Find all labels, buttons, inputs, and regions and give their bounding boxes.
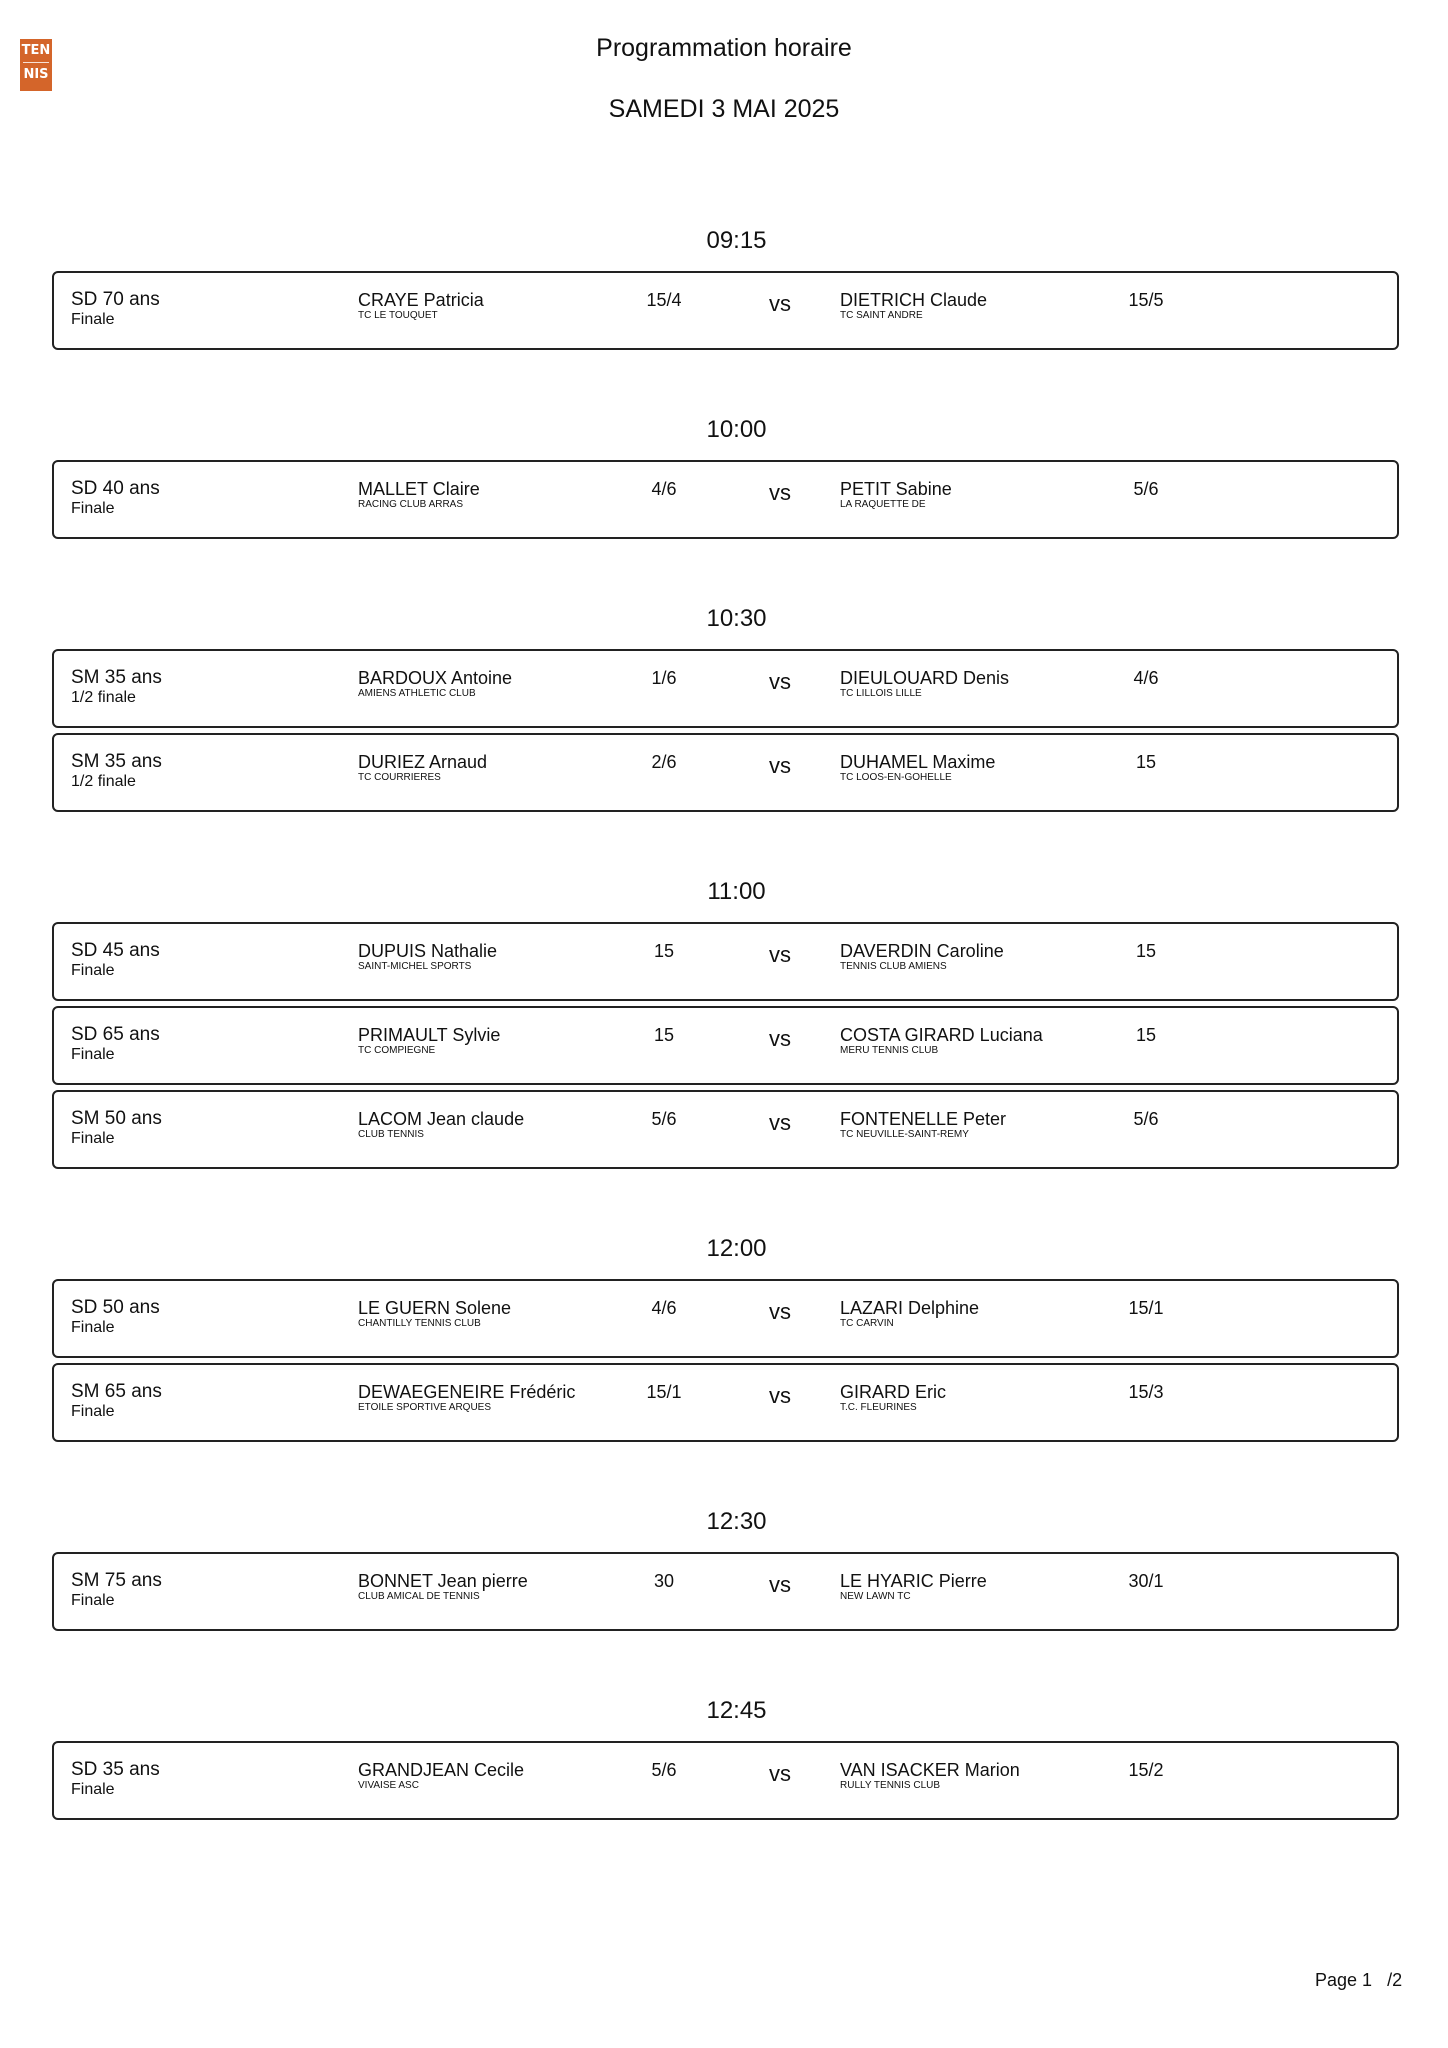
player2-name: FONTENELLE Peter [840,1109,1007,1129]
versus-label: vs [769,1383,791,1408]
player1-name: BONNET Jean pierre [358,1571,528,1591]
player1-name: PRIMAULT Sylvie [358,1025,501,1045]
player2-name: DUHAMEL Maxime [840,752,996,772]
versus-label: vs [769,1761,791,1786]
player1-ranking: 2/6 [651,752,677,772]
versus-label: vs [769,669,791,694]
round-name: Finale [71,311,115,328]
match-card [52,1363,1399,1442]
player2-club: TENNIS CLUB AMIENS [840,961,947,972]
player1-ranking: 30 [653,1571,675,1591]
round-name: Finale [71,1319,115,1336]
event-name: SM 75 ans [71,1570,162,1591]
player2-name: COSTA GIRARD Luciana [840,1025,1043,1045]
logo-text-bottom: NIS [23,67,49,82]
player1-name: DURIEZ Arnaud [358,752,488,772]
player2-ranking: 5/6 [1133,1109,1159,1129]
player2-club: TC LILLOIS LILLE [840,688,922,699]
player2-ranking: 15 [1135,941,1157,961]
player2-ranking: 15/2 [1128,1760,1164,1780]
player1-name: DUPUIS Nathalie [358,941,498,961]
player2-name: PETIT Sabine [840,479,952,499]
player2-club: NEW LAWN TC [840,1591,911,1602]
event-name: SM 35 ans [71,751,162,772]
round-name: Finale [71,1046,115,1063]
versus-label: vs [769,480,791,505]
versus-label: vs [769,1110,791,1135]
event-name: SM 65 ans [71,1381,162,1402]
player1-club: SAINT-MICHEL SPORTS [358,961,472,972]
player1-club: VIVAISE ASC [358,1780,419,1791]
time-slot-label: 10:00 [706,416,767,443]
player1-club: AMIENS ATHLETIC CLUB [358,688,476,699]
player1-ranking: 15/4 [646,290,682,310]
time-slot-label: 12:30 [706,1508,767,1535]
match-card [52,649,1399,728]
match-card [52,922,1399,1001]
time-slot-label: 11:00 [707,878,766,905]
event-name: SD 50 ans [71,1297,160,1318]
versus-label: vs [769,753,791,778]
page-label: Page 1 [1315,1970,1373,1990]
versus-label: vs [769,1299,791,1324]
player1-ranking: 5/6 [651,1109,677,1129]
event-name: SD 70 ans [71,289,160,310]
match-card [52,1090,1399,1169]
player2-club: T.C. FLEURINES [840,1402,917,1413]
player1-name: LACOM Jean claude [358,1109,525,1129]
page-title: Programmation horaire [596,34,852,62]
round-name: Finale [71,1781,115,1798]
event-name: SM 50 ans [71,1108,162,1129]
player1-club: RACING CLUB ARRAS [358,499,464,510]
round-name: Finale [71,1130,115,1147]
page-number [1315,1970,1402,1991]
page-date: SAMEDI 3 MAI 2025 [608,95,840,123]
match-card [52,1006,1399,1085]
player2-name: DIEULOUARD Denis [840,668,1010,688]
versus-label: vs [769,1026,791,1051]
match-card [52,1552,1399,1631]
player1-club: ETOILE SPORTIVE ARQUES [358,1402,492,1413]
round-name: Finale [71,1592,115,1609]
time-slot-label: 12:45 [706,1697,767,1724]
player1-name: CRAYE Patricia [358,290,484,310]
player1-ranking: 5/6 [651,1760,677,1780]
player1-club: TC COMPIEGNE [358,1045,436,1056]
player2-club: LA RAQUETTE DE [840,499,926,510]
player1-ranking: 15 [653,1025,675,1045]
player1-club: TC LE TOUQUET [358,310,438,321]
round-name: Finale [71,1403,115,1420]
time-slot-label: 09:15 [706,227,767,254]
player2-club: MERU TENNIS CLUB [840,1045,939,1056]
round-name: 1/2 finale [71,773,136,790]
player2-name: GIRARD Eric [840,1382,947,1402]
event-name: SD 40 ans [71,478,160,499]
player1-club: CHANTILLY TENNIS CLUB [358,1318,481,1329]
player1-name: GRANDJEAN Cecile [358,1760,525,1780]
player2-name: DIETRICH Claude [840,290,988,310]
player1-club: TC COURRIERES [358,772,441,783]
player2-club: TC SAINT ANDRE [840,310,923,321]
player1-name: DEWAEGENEIRE Frédéric [358,1382,576,1402]
versus-label: vs [769,1572,791,1597]
player2-club: RULLY TENNIS CLUB [840,1780,941,1791]
player1-name: BARDOUX Antoine [358,668,513,688]
player2-club: TC CARVIN [840,1318,894,1329]
round-name: Finale [71,500,115,517]
match-card [52,271,1399,350]
time-slot-label: 12:00 [706,1235,767,1262]
player2-ranking: 4/6 [1133,668,1159,688]
event-name: SD 65 ans [71,1024,160,1045]
player2-name: VAN ISACKER Marion [840,1760,1020,1780]
match-card [52,1741,1399,1820]
player2-ranking: 15/3 [1128,1382,1164,1402]
player2-ranking: 15/1 [1128,1298,1164,1318]
player1-ranking: 4/6 [651,479,677,499]
player1-club: CLUB AMICAL DE TENNIS [358,1591,480,1602]
player2-club: TC NEUVILLE-SAINT-REMY [840,1129,969,1140]
versus-label: vs [769,942,791,967]
player2-name: LAZARI Delphine [840,1298,980,1318]
time-slot-label: 10:30 [706,605,767,632]
player1-name: LE GUERN Solene [358,1298,512,1318]
event-name: SM 35 ans [71,667,162,688]
round-name: Finale [71,962,115,979]
player1-ranking: 4/6 [651,1298,677,1318]
player1-ranking: 15 [653,941,675,961]
player1-club: CLUB TENNIS [358,1129,424,1140]
match-card [52,460,1399,539]
player2-name: LE HYARIC Pierre [840,1571,987,1591]
player2-club: TC LOOS-EN-GOHELLE [840,772,952,783]
player2-ranking: 15 [1135,752,1157,772]
event-name: SD 35 ans [71,1759,160,1780]
player1-name: MALLET Claire [358,479,480,499]
player2-ranking: 30/1 [1128,1571,1164,1591]
match-card [52,1279,1399,1358]
player2-ranking: 5/6 [1133,479,1159,499]
match-card [52,733,1399,812]
versus-label: vs [769,291,791,316]
page-total: /2 [1387,1970,1403,1990]
player1-ranking: 1/6 [651,668,677,688]
round-name: 1/2 finale [71,689,136,706]
player1-ranking: 15/1 [646,1382,682,1402]
logo-text-top: TEN [21,43,51,58]
player2-ranking: 15 [1135,1025,1157,1045]
player2-name: DAVERDIN Caroline [840,941,1004,961]
player2-ranking: 15/5 [1128,290,1164,310]
event-name: SD 45 ans [71,940,160,961]
